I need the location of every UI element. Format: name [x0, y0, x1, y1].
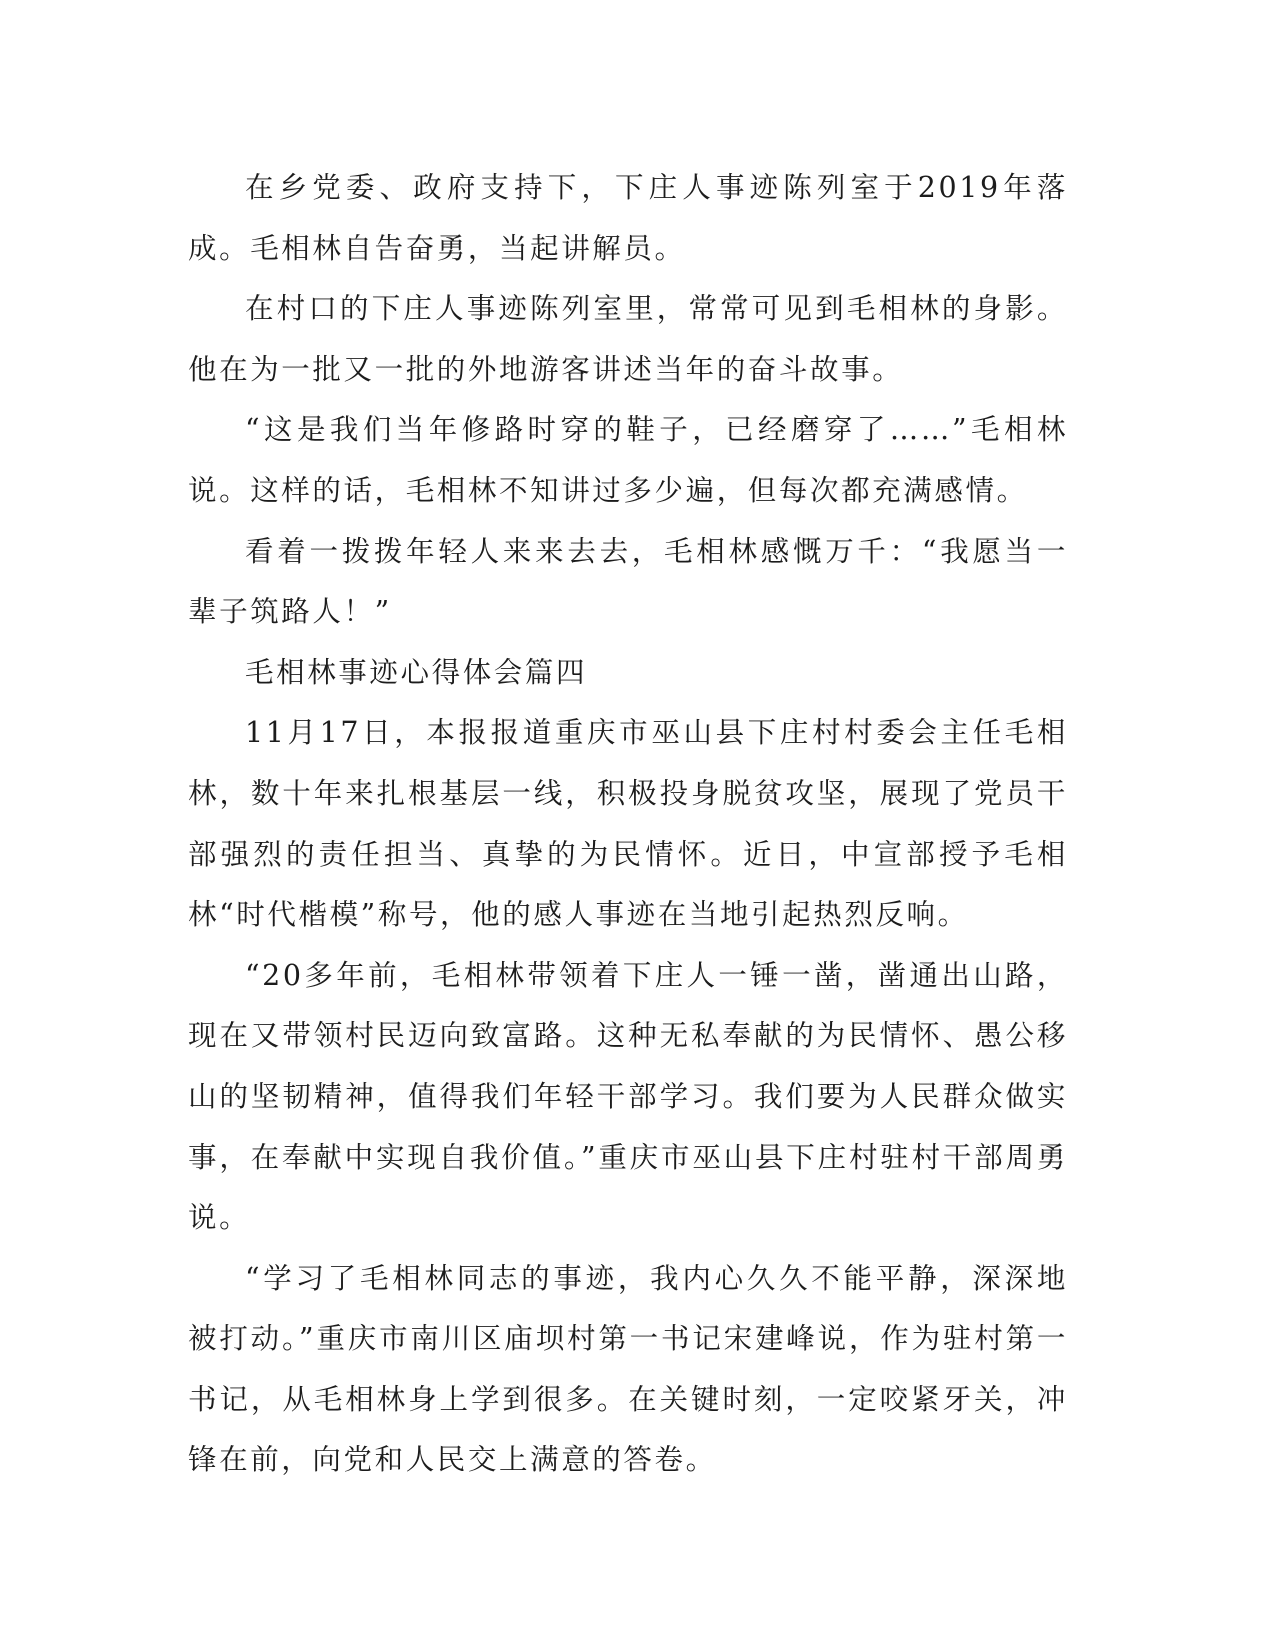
paragraph: 在乡党委、政府支持下，下庄人事迹陈列室于2019年落成。毛相林自告奋勇，当起讲解员。 [188, 171, 1068, 265]
paragraph: “学习了毛相林同志的事迹，我内心久久不能平静，深深地被打动。”重庆市南川区庙坝村第一书记宋建峰说，作为驻村第一书记，从毛相林身上学到很多。在关键时刻，一定咬紧牙关，冲锋在前，向党和人民交上满意的答卷。 [188, 1261, 1068, 1477]
paragraph: 看着一拨拨年轻人来来去去，毛相林感慨万千：“我愿当一辈子筑路人！” [188, 534, 1068, 629]
paragraph: “20多年前，毛相林带领着下庄人一锤一凿，凿通出山路，现在又带领村民迈向致富路。这种无私奉献的为民情怀、愚公移山的坚韧精神，值得我们年轻干部学习。我们要为人民群众做实事，在奉献中实现自我价值。”重庆市巫山县下庄村驻村干部周勇说。 [188, 958, 1068, 1235]
document-body [188, 158, 1068, 1491]
paragraph: 11月17日，本报报道重庆市巫山县下庄村村委会主任毛相林，数十年来扎根基层一线，积极投身脱贫攻坚，展现了党员干部强烈的责任担当、真挚的为民情怀。近日，中宣部授予毛相林“时代楷模”称号，他的感人事迹在当地引起热烈反响。 [188, 716, 1068, 932]
paragraph: 在村口的下庄人事迹陈列室里，常常可见到毛相林的身影。他在为一批又一批的外地游客讲述当年的奋斗故事。 [188, 292, 1068, 386]
paragraph: “这是我们当年修路时穿的鞋子，已经磨穿了……”毛相林说。这样的话，毛相林不知讲过多少遍，但每次都充满感情。 [188, 413, 1068, 507]
section-heading: 毛相林事迹心得体会篇四 [245, 655, 588, 689]
